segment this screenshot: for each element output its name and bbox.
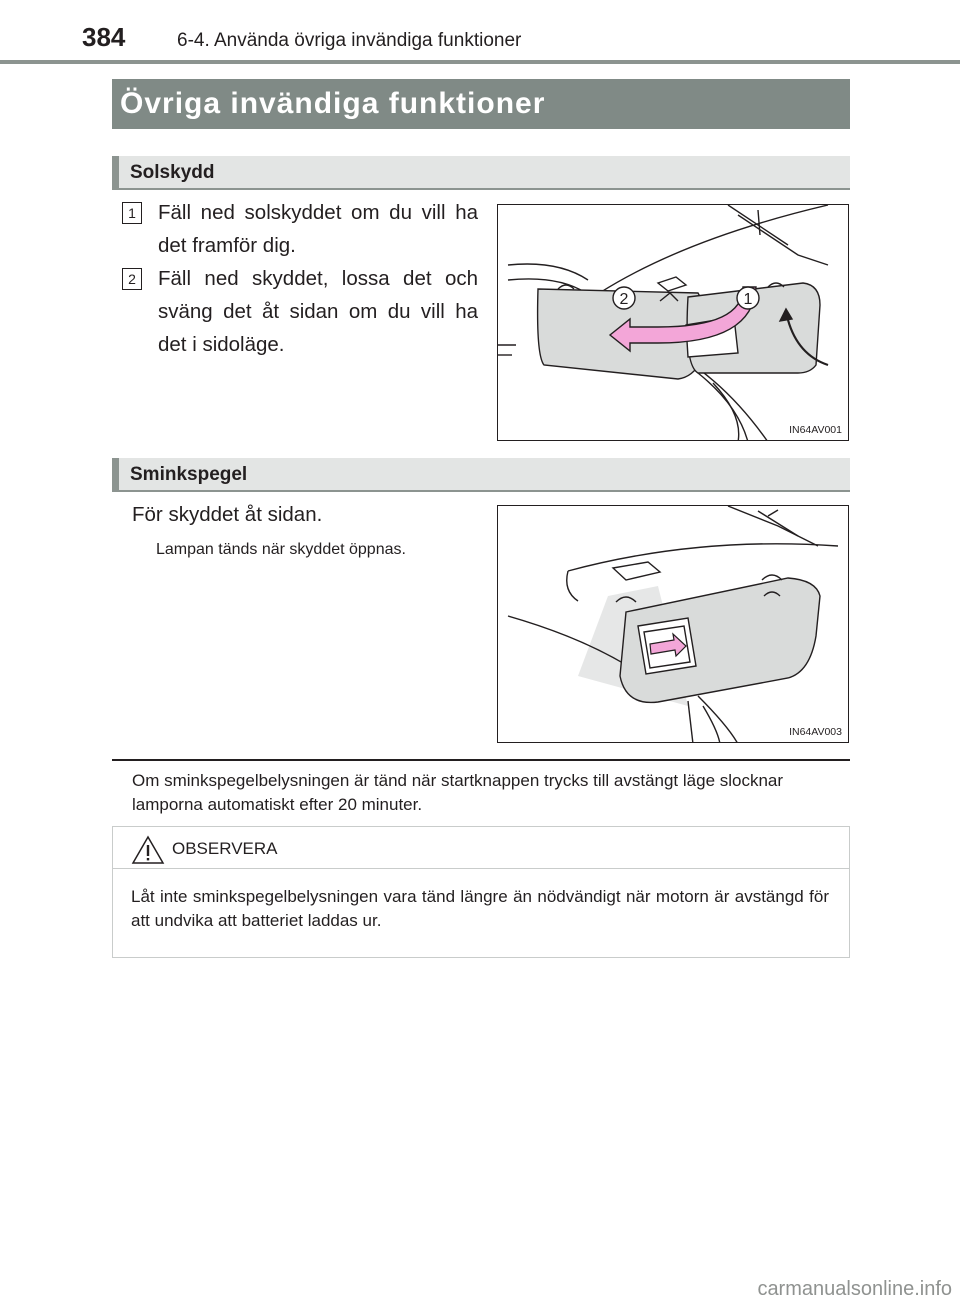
section-heading-vanity-mirror (112, 458, 850, 492)
page-header (0, 0, 960, 62)
callout-2: 2 (619, 291, 629, 308)
caution-label: OBSERVERA (172, 839, 278, 858)
section-title: Sminkspegel (130, 464, 248, 485)
step-text: Fäll ned skyddet, lossa det och sväng det åt sidan om du vill ha det i sidoläge. (158, 267, 478, 356)
page-number: 384 (82, 22, 126, 52)
step-number: 2 (122, 268, 142, 290)
section-marker (112, 156, 119, 190)
figure-code: IN64AV001 (789, 424, 842, 436)
section-heading-sun-visor (112, 156, 850, 190)
vanity-mirror-drawing (498, 506, 849, 743)
warning-triangle-icon (131, 835, 165, 865)
caution-header (113, 827, 849, 869)
step-text: Fäll ned solskyddet om du vill ha det framför dig. (158, 201, 478, 257)
info-note: Om sminkspegelbelysningen är tänd när startknappen trycks till avstängt läge slocknar lamporna automatiskt efter 20 minuter. (132, 771, 784, 814)
main-title-bar (112, 79, 850, 129)
sun-visor-illustration (497, 204, 849, 441)
note-divider (112, 759, 850, 761)
callout-1: 1 (743, 291, 753, 308)
vanity-instruction: För skyddet åt sidan. (132, 503, 323, 526)
section-title: Solskydd (130, 162, 215, 183)
caution-text: Låt inte sminkspegelbelysningen vara tänd längre än nödvändigt när motorn är avstängd för att undvika att batteriet laddas ur. (131, 887, 829, 930)
sun-visor-drawing (498, 205, 849, 441)
page-title: Övriga invändiga funktioner (120, 87, 546, 120)
header-divider (0, 60, 960, 64)
caution-box (112, 826, 850, 958)
vanity-mirror-illustration (497, 505, 849, 743)
section-marker (112, 458, 119, 492)
step-2 (122, 262, 478, 361)
watermark: carmanualsonline.info (757, 1278, 952, 1300)
figure-code: IN64AV003 (789, 726, 842, 738)
step-1 (122, 196, 478, 262)
vanity-note: Lampan tänds när skyddet öppnas. (156, 541, 406, 558)
chapter-title: 6-4. Använda övriga invändiga funktioner (177, 30, 522, 51)
step-number: 1 (122, 202, 142, 224)
